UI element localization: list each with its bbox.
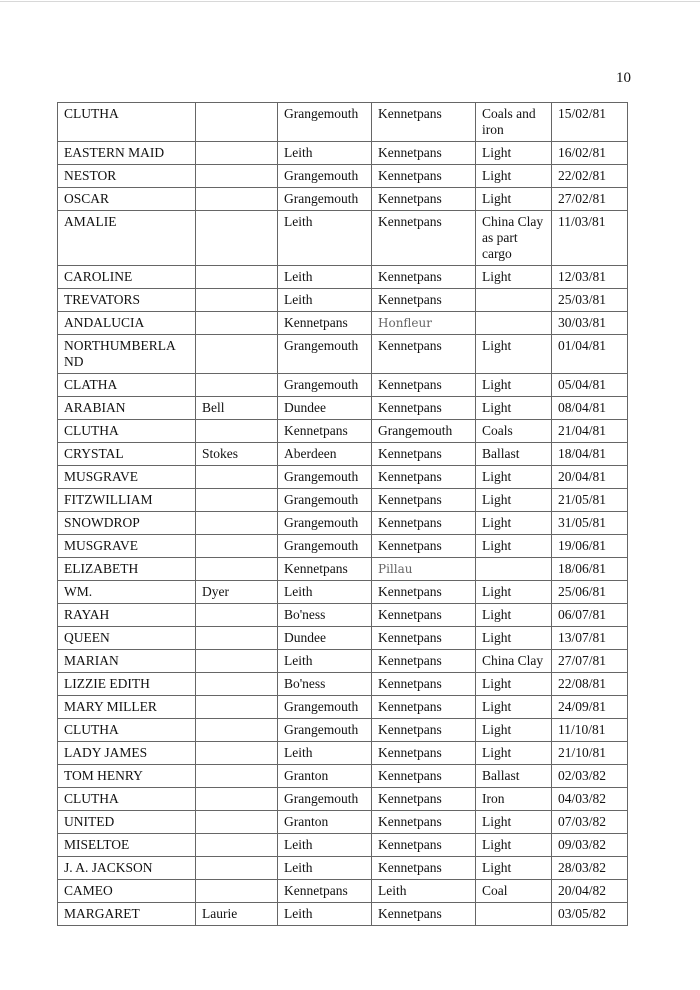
vessel-name-cell: LIZZIE EDITH (58, 673, 196, 696)
vessel-name-cell: CLUTHA (58, 788, 196, 811)
cargo-cell: China Clay as part cargo (476, 211, 552, 266)
from-port-cell: Bo'ness (278, 673, 372, 696)
from-port-cell: Leith (278, 650, 372, 673)
to-port-cell: Honfleur (372, 312, 476, 335)
to-port-cell: Kennetpans (372, 535, 476, 558)
table-row (58, 312, 628, 335)
to-port-cell: Kennetpans (372, 289, 476, 312)
cargo-cell: China Clay (476, 650, 552, 673)
to-port-cell: Kennetpans (372, 188, 476, 211)
table-row (58, 420, 628, 443)
table-row (58, 211, 628, 266)
cargo-cell: Light (476, 834, 552, 857)
vessel-name-cell: RAYAH (58, 604, 196, 627)
cargo-cell: Light (476, 374, 552, 397)
vessel-name-cell: CAROLINE (58, 266, 196, 289)
vessel-name-cell: CAMEO (58, 880, 196, 903)
to-port-cell: Kennetpans (372, 696, 476, 719)
cargo-cell: Light (476, 604, 552, 627)
date-cell: 28/03/82 (552, 857, 628, 880)
date-cell: 27/02/81 (552, 188, 628, 211)
table-row (58, 880, 628, 903)
cargo-cell (476, 289, 552, 312)
master-cell: Dyer (196, 581, 278, 604)
table-row (58, 142, 628, 165)
vessel-name-cell: CLATHA (58, 374, 196, 397)
master-cell (196, 696, 278, 719)
vessel-name-cell: WM. (58, 581, 196, 604)
master-cell (196, 420, 278, 443)
to-port-cell: Kennetpans (372, 103, 476, 142)
shipping-log-table (57, 102, 628, 926)
master-cell (196, 604, 278, 627)
to-port-cell: Kennetpans (372, 443, 476, 466)
master-cell (196, 880, 278, 903)
date-cell: 08/04/81 (552, 397, 628, 420)
to-port-cell: Pillau (372, 558, 476, 581)
from-port-cell: Grangemouth (278, 489, 372, 512)
to-port-cell: Leith (372, 880, 476, 903)
table-row (58, 397, 628, 420)
cargo-cell: Light (476, 142, 552, 165)
master-cell (196, 765, 278, 788)
master-cell (196, 535, 278, 558)
vessel-name-cell: EASTERN MAID (58, 142, 196, 165)
date-cell: 21/04/81 (552, 420, 628, 443)
from-port-cell: Grangemouth (278, 788, 372, 811)
table-row (58, 165, 628, 188)
to-port-cell: Kennetpans (372, 903, 476, 926)
master-cell (196, 165, 278, 188)
cargo-cell: Light (476, 627, 552, 650)
page-number: 10 (616, 70, 631, 86)
to-port-cell: Kennetpans (372, 397, 476, 420)
date-cell: 18/06/81 (552, 558, 628, 581)
master-cell (196, 211, 278, 266)
from-port-cell: Kennetpans (278, 558, 372, 581)
from-port-cell: Leith (278, 289, 372, 312)
to-port-cell: Kennetpans (372, 489, 476, 512)
from-port-cell: Grangemouth (278, 335, 372, 374)
vessel-name-cell: MARIAN (58, 650, 196, 673)
date-cell: 06/07/81 (552, 604, 628, 627)
cargo-cell (476, 903, 552, 926)
master-cell (196, 558, 278, 581)
table-row (58, 696, 628, 719)
vessel-name-cell: UNITED (58, 811, 196, 834)
master-cell (196, 103, 278, 142)
to-port-cell: Kennetpans (372, 765, 476, 788)
date-cell: 20/04/82 (552, 880, 628, 903)
table-row (58, 788, 628, 811)
vessel-name-cell: LADY JAMES (58, 742, 196, 765)
date-cell: 16/02/81 (552, 142, 628, 165)
cargo-cell: Light (476, 535, 552, 558)
vessel-name-cell: CLUTHA (58, 420, 196, 443)
cargo-cell (476, 312, 552, 335)
cargo-cell: Light (476, 742, 552, 765)
table-row (58, 489, 628, 512)
vessel-name-cell: AMALIE (58, 211, 196, 266)
table-row (58, 811, 628, 834)
to-port-cell: Kennetpans (372, 165, 476, 188)
from-port-cell: Grangemouth (278, 535, 372, 558)
vessel-name-cell: J. A. JACKSON (58, 857, 196, 880)
vessel-name-cell: MARGARET (58, 903, 196, 926)
cargo-cell: Light (476, 466, 552, 489)
vessel-name-cell: MUSGRAVE (58, 535, 196, 558)
date-cell: 12/03/81 (552, 266, 628, 289)
table-row (58, 535, 628, 558)
date-cell: 25/03/81 (552, 289, 628, 312)
master-cell (196, 335, 278, 374)
table-row (58, 650, 628, 673)
date-cell: 03/05/82 (552, 903, 628, 926)
date-cell: 01/04/81 (552, 335, 628, 374)
master-cell: Bell (196, 397, 278, 420)
date-cell: 22/08/81 (552, 673, 628, 696)
master-cell (196, 374, 278, 397)
cargo-cell (476, 558, 552, 581)
to-port-cell: Kennetpans (372, 512, 476, 535)
from-port-cell: Leith (278, 834, 372, 857)
cargo-cell: Light (476, 811, 552, 834)
date-cell: 13/07/81 (552, 627, 628, 650)
date-cell: 11/03/81 (552, 211, 628, 266)
to-port-cell: Kennetpans (372, 742, 476, 765)
table-row (58, 188, 628, 211)
to-port-cell: Kennetpans (372, 627, 476, 650)
from-port-cell: Leith (278, 211, 372, 266)
date-cell: 20/04/81 (552, 466, 628, 489)
cargo-cell: Coals and iron (476, 103, 552, 142)
to-port-cell: Kennetpans (372, 374, 476, 397)
table-row (58, 266, 628, 289)
table-row (58, 103, 628, 142)
cargo-cell: Light (476, 188, 552, 211)
master-cell (196, 719, 278, 742)
date-cell: 22/02/81 (552, 165, 628, 188)
to-port-cell: Kennetpans (372, 211, 476, 266)
to-port-cell: Kennetpans (372, 788, 476, 811)
master-cell (196, 489, 278, 512)
from-port-cell: Grangemouth (278, 374, 372, 397)
vessel-name-cell: FITZWILLIAM (58, 489, 196, 512)
to-port-cell: Kennetpans (372, 266, 476, 289)
from-port-cell: Grangemouth (278, 719, 372, 742)
cargo-cell: Iron (476, 788, 552, 811)
master-cell: Laurie (196, 903, 278, 926)
master-cell (196, 650, 278, 673)
vessel-name-cell: CRYSTAL (58, 443, 196, 466)
date-cell: 24/09/81 (552, 696, 628, 719)
to-port-cell: Kennetpans (372, 466, 476, 489)
from-port-cell: Grangemouth (278, 165, 372, 188)
master-cell (196, 627, 278, 650)
date-cell: 30/03/81 (552, 312, 628, 335)
to-port-cell: Kennetpans (372, 673, 476, 696)
table-row (58, 581, 628, 604)
from-port-cell: Granton (278, 811, 372, 834)
cargo-cell: Light (476, 266, 552, 289)
vessel-name-cell: CLUTHA (58, 719, 196, 742)
master-cell (196, 788, 278, 811)
date-cell: 09/03/82 (552, 834, 628, 857)
from-port-cell: Grangemouth (278, 188, 372, 211)
from-port-cell: Kennetpans (278, 880, 372, 903)
to-port-cell: Grangemouth (372, 420, 476, 443)
date-cell: 21/10/81 (552, 742, 628, 765)
table-row (58, 719, 628, 742)
table-row (58, 834, 628, 857)
cargo-cell: Light (476, 397, 552, 420)
master-cell (196, 742, 278, 765)
vessel-name-cell: ANDALUCIA (58, 312, 196, 335)
to-port-cell: Kennetpans (372, 142, 476, 165)
date-cell: 02/03/82 (552, 765, 628, 788)
table-row (58, 335, 628, 374)
cargo-cell: Light (476, 489, 552, 512)
vessel-name-cell: OSCAR (58, 188, 196, 211)
date-cell: 04/03/82 (552, 788, 628, 811)
vessel-name-cell: TREVATORS (58, 289, 196, 312)
cargo-cell: Coal (476, 880, 552, 903)
from-port-cell: Leith (278, 903, 372, 926)
from-port-cell: Leith (278, 581, 372, 604)
cargo-cell: Light (476, 581, 552, 604)
date-cell: 19/06/81 (552, 535, 628, 558)
to-port-cell: Kennetpans (372, 650, 476, 673)
to-port-cell: Kennetpans (372, 581, 476, 604)
table-row (58, 742, 628, 765)
vessel-name-cell: MUSGRAVE (58, 466, 196, 489)
cargo-cell: Light (476, 696, 552, 719)
date-cell: 15/02/81 (552, 103, 628, 142)
from-port-cell: Leith (278, 142, 372, 165)
vessel-name-cell: MARY MILLER (58, 696, 196, 719)
page-edge-line (0, 1, 700, 2)
table-row (58, 765, 628, 788)
cargo-cell: Ballast (476, 443, 552, 466)
from-port-cell: Granton (278, 765, 372, 788)
to-port-cell: Kennetpans (372, 719, 476, 742)
date-cell: 31/05/81 (552, 512, 628, 535)
cargo-cell: Coals (476, 420, 552, 443)
vessel-name-cell: NESTOR (58, 165, 196, 188)
to-port-cell: Kennetpans (372, 335, 476, 374)
table-row (58, 289, 628, 312)
from-port-cell: Leith (278, 742, 372, 765)
cargo-cell: Light (476, 512, 552, 535)
table-row (58, 443, 628, 466)
cargo-cell: Light (476, 335, 552, 374)
from-port-cell: Grangemouth (278, 466, 372, 489)
date-cell: 11/10/81 (552, 719, 628, 742)
from-port-cell: Dundee (278, 627, 372, 650)
vessel-name-cell: NORTHUMBERLA ND (58, 335, 196, 374)
table-row (58, 604, 628, 627)
vessel-name-cell: ARABIAN (58, 397, 196, 420)
table-row (58, 558, 628, 581)
to-port-cell: Kennetpans (372, 834, 476, 857)
master-cell (196, 512, 278, 535)
from-port-cell: Leith (278, 857, 372, 880)
vessel-name-cell: CLUTHA (58, 103, 196, 142)
vessel-name-cell: QUEEN (58, 627, 196, 650)
to-port-cell: Kennetpans (372, 857, 476, 880)
table-row (58, 466, 628, 489)
master-cell (196, 188, 278, 211)
from-port-cell: Leith (278, 266, 372, 289)
master-cell (196, 857, 278, 880)
cargo-cell: Light (476, 719, 552, 742)
from-port-cell: Grangemouth (278, 696, 372, 719)
from-port-cell: Aberdeen (278, 443, 372, 466)
from-port-cell: Kennetpans (278, 312, 372, 335)
vessel-name-cell: TOM HENRY (58, 765, 196, 788)
date-cell: 18/04/81 (552, 443, 628, 466)
table-row (58, 512, 628, 535)
table-row (58, 627, 628, 650)
master-cell (196, 289, 278, 312)
vessel-name-cell: MISELTOE (58, 834, 196, 857)
table-row (58, 673, 628, 696)
date-cell: 25/06/81 (552, 581, 628, 604)
to-port-cell: Kennetpans (372, 604, 476, 627)
master-cell (196, 142, 278, 165)
to-port-cell: Kennetpans (372, 811, 476, 834)
date-cell: 05/04/81 (552, 374, 628, 397)
master-cell (196, 312, 278, 335)
from-port-cell: Grangemouth (278, 103, 372, 142)
vessel-name-cell: ELIZABETH (58, 558, 196, 581)
date-cell: 27/07/81 (552, 650, 628, 673)
master-cell (196, 811, 278, 834)
from-port-cell: Grangemouth (278, 512, 372, 535)
table-row (58, 903, 628, 926)
from-port-cell: Bo'ness (278, 604, 372, 627)
from-port-cell: Kennetpans (278, 420, 372, 443)
master-cell (196, 466, 278, 489)
table-row (58, 374, 628, 397)
master-cell (196, 673, 278, 696)
vessel-name-cell: SNOWDROP (58, 512, 196, 535)
master-cell: Stokes (196, 443, 278, 466)
date-cell: 07/03/82 (552, 811, 628, 834)
cargo-cell: Light (476, 857, 552, 880)
cargo-cell: Light (476, 165, 552, 188)
table-row (58, 857, 628, 880)
cargo-cell: Ballast (476, 765, 552, 788)
cargo-cell: Light (476, 673, 552, 696)
date-cell: 21/05/81 (552, 489, 628, 512)
master-cell (196, 266, 278, 289)
from-port-cell: Dundee (278, 397, 372, 420)
master-cell (196, 834, 278, 857)
